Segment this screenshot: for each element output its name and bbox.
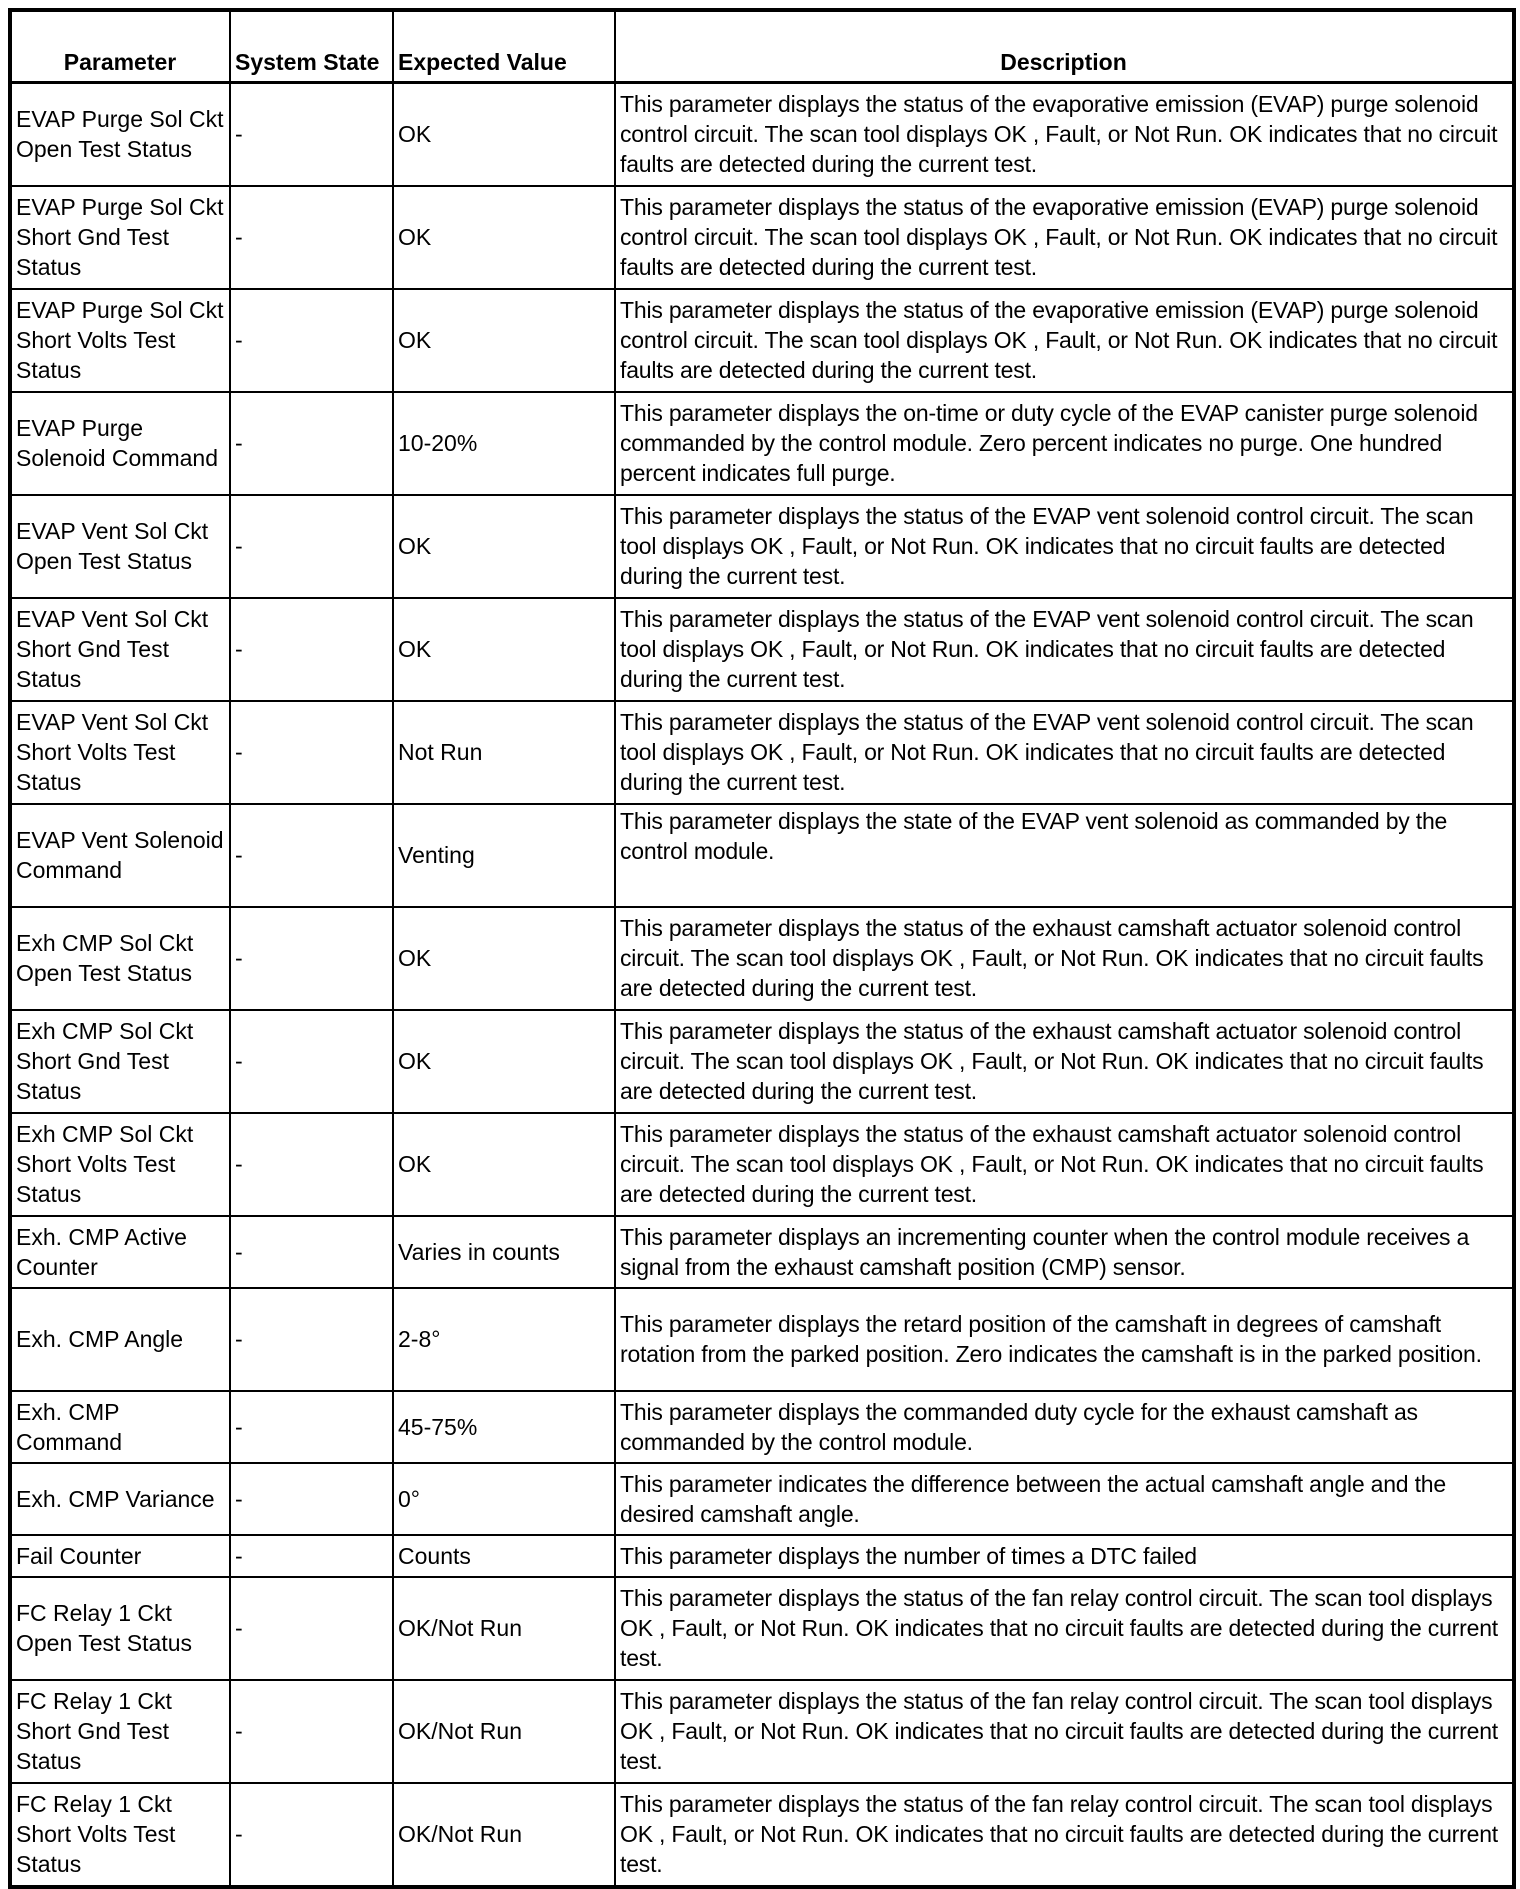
cell-system-state: - [230, 1288, 393, 1391]
cell-parameter: FC Relay 1 Ckt Open Test Status [10, 1577, 230, 1680]
table-row [10, 598, 1514, 701]
cell-description: This parameter displays the status of the fan relay control circuit. The scan tool displays OK , Fault, or Not Run. OK indicates that no circuit faults are detected during the current test. [615, 1680, 1514, 1783]
cell-system-state: - [230, 1577, 393, 1680]
cell-system-state: - [230, 289, 393, 392]
cell-parameter: Exh. CMP Angle [10, 1288, 230, 1391]
cell-description: This parameter indicates the difference between the actual camshaft angle and the desired camshaft angle. [615, 1463, 1514, 1535]
cell-expected-value: OK [393, 186, 615, 289]
cell-parameter: EVAP Vent Sol Ckt Short Volts Test Status [10, 701, 230, 804]
cell-parameter: EVAP Purge Sol Ckt Short Volts Test Status [10, 289, 230, 392]
table-row [10, 1391, 1514, 1463]
cell-parameter: Exh CMP Sol Ckt Open Test Status [10, 907, 230, 1010]
cell-parameter: Fail Counter [10, 1535, 230, 1577]
cell-parameter: FC Relay 1 Ckt Short Gnd Test Status [10, 1680, 230, 1783]
cell-parameter: Exh CMP Sol Ckt Short Gnd Test Status [10, 1010, 230, 1113]
cell-description: This parameter displays the on-time or duty cycle of the EVAP canister purge solenoid commanded by the control module. Zero percent indicates no purge. One hundred percent indicates full purge. [615, 392, 1514, 495]
cell-system-state: - [230, 1113, 393, 1216]
cell-parameter: Exh. CMP Variance [10, 1463, 230, 1535]
cell-system-state: - [230, 598, 393, 701]
cell-system-state: - [230, 1783, 393, 1887]
cell-system-state: - [230, 701, 393, 804]
table-row [10, 1783, 1514, 1887]
table-row [10, 392, 1514, 495]
table-row [10, 1577, 1514, 1680]
document-page [8, 8, 1512, 1889]
table-row [10, 289, 1514, 392]
cell-description: This parameter displays the status of the EVAP vent solenoid control circuit. The scan tool displays OK , Fault, or Not Run. OK indicates that no circuit faults are detected during the current test. [615, 701, 1514, 804]
cell-description: This parameter displays the status of the exhaust camshaft actuator solenoid control circuit. The scan tool displays OK , Fault, or Not Run. OK indicates that no circuit faults are detected during the current test. [615, 1113, 1514, 1216]
cell-parameter: FC Relay 1 Ckt Short Volts Test Status [10, 1783, 230, 1887]
cell-description: This parameter displays the commanded duty cycle for the exhaust camshaft as commanded by the control module. [615, 1391, 1514, 1463]
cell-system-state: - [230, 1010, 393, 1113]
table-header-row [10, 10, 1514, 83]
cell-parameter: EVAP Vent Sol Ckt Short Gnd Test Status [10, 598, 230, 701]
cell-parameter: EVAP Purge Sol Ckt Open Test Status [10, 83, 230, 187]
cell-description: This parameter displays the status of the evaporative emission (EVAP) purge solenoid control circuit. The scan tool displays OK , Fault, or Not Run. OK indicates that no circuit faults are detected during the current test. [615, 83, 1514, 187]
cell-expected-value: OK/Not Run [393, 1783, 615, 1887]
cell-expected-value: OK [393, 598, 615, 701]
cell-parameter: Exh CMP Sol Ckt Short Volts Test Status [10, 1113, 230, 1216]
table-row [10, 83, 1514, 187]
table-row [10, 1680, 1514, 1783]
cell-system-state: - [230, 1391, 393, 1463]
table-row [10, 1288, 1514, 1391]
cell-description: This parameter displays the state of the EVAP vent solenoid as commanded by the control module. [615, 804, 1514, 907]
table-row [10, 701, 1514, 804]
cell-expected-value: 10-20% [393, 392, 615, 495]
table-row [10, 1010, 1514, 1113]
cell-system-state: - [230, 495, 393, 598]
cell-system-state: - [230, 804, 393, 907]
cell-expected-value: Not Run [393, 701, 615, 804]
cell-system-state: - [230, 392, 393, 495]
cell-expected-value: OK/Not Run [393, 1577, 615, 1680]
table-row [10, 1113, 1514, 1216]
cell-description: This parameter displays the status of the EVAP vent solenoid control circuit. The scan tool displays OK , Fault, or Not Run. OK indicates that no circuit faults are detected during the current test. [615, 598, 1514, 701]
cell-expected-value: OK [393, 1010, 615, 1113]
cell-system-state: - [230, 1535, 393, 1577]
cell-system-state: - [230, 907, 393, 1010]
cell-expected-value: OK [393, 1113, 615, 1216]
cell-system-state: - [230, 1463, 393, 1535]
cell-expected-value: OK [393, 907, 615, 1010]
cell-expected-value: Varies in counts [393, 1216, 615, 1288]
cell-system-state: - [230, 186, 393, 289]
cell-expected-value: OK [393, 289, 615, 392]
table-row [10, 186, 1514, 289]
cell-description: This parameter displays the number of times a DTC failed [615, 1535, 1514, 1577]
cell-description: This parameter displays the status of the evaporative emission (EVAP) purge solenoid control circuit. The scan tool displays OK , Fault, or Not Run. OK indicates that no circuit faults are detected during the current test. [615, 289, 1514, 392]
cell-parameter: EVAP Vent Sol Ckt Open Test Status [10, 495, 230, 598]
header-parameter: Parameter [10, 10, 230, 83]
cell-description: This parameter displays the status of the EVAP vent solenoid control circuit. The scan tool displays OK , Fault, or Not Run. OK indicates that no circuit faults are detected during the current test. [615, 495, 1514, 598]
cell-expected-value: 2-8° [393, 1288, 615, 1391]
cell-expected-value: 45-75% [393, 1391, 615, 1463]
cell-description: This parameter displays the status of the exhaust camshaft actuator solenoid control circuit. The scan tool displays OK , Fault, or Not Run. OK indicates that no circuit faults are detected during the current test. [615, 1010, 1514, 1113]
cell-expected-value: 0° [393, 1463, 615, 1535]
cell-parameter: Exh. CMP Active Counter [10, 1216, 230, 1288]
cell-parameter: EVAP Vent Solenoid Command [10, 804, 230, 907]
cell-description: This parameter displays the status of the exhaust camshaft actuator solenoid control circuit. The scan tool displays OK , Fault, or Not Run. OK indicates that no circuit faults are detected during the current test. [615, 907, 1514, 1010]
parameter-table [8, 8, 1516, 1889]
table-row [10, 495, 1514, 598]
header-expected-value: Expected Value [393, 10, 615, 83]
table-row [10, 804, 1514, 907]
cell-description: This parameter displays the status of the evaporative emission (EVAP) purge solenoid control circuit. The scan tool displays OK , Fault, or Not Run. OK indicates that no circuit faults are detected during the current test. [615, 186, 1514, 289]
cell-expected-value: Counts [393, 1535, 615, 1577]
cell-parameter: Exh. CMP Command [10, 1391, 230, 1463]
table-row [10, 1535, 1514, 1577]
cell-expected-value: OK/Not Run [393, 1680, 615, 1783]
cell-system-state: - [230, 83, 393, 187]
cell-parameter: EVAP Purge Solenoid Command [10, 392, 230, 495]
cell-parameter: EVAP Purge Sol Ckt Short Gnd Test Status [10, 186, 230, 289]
cell-description: This parameter displays an incrementing counter when the control module receives a signal from the exhaust camshaft position (CMP) sensor. [615, 1216, 1514, 1288]
table-row [10, 1216, 1514, 1288]
cell-description: This parameter displays the status of the fan relay control circuit. The scan tool displays OK , Fault, or Not Run. OK indicates that no circuit faults are detected during the current test. [615, 1577, 1514, 1680]
cell-description: This parameter displays the retard position of the camshaft in degrees of camshaft rotation from the parked position. Zero indicates the camshaft is in the parked position. [615, 1288, 1514, 1391]
header-description: Description [615, 10, 1514, 83]
cell-expected-value: OK [393, 495, 615, 598]
header-system-state: System State [230, 10, 393, 83]
cell-system-state: - [230, 1216, 393, 1288]
cell-expected-value: Venting [393, 804, 615, 907]
table-row [10, 1463, 1514, 1535]
cell-system-state: - [230, 1680, 393, 1783]
cell-expected-value: OK [393, 83, 615, 187]
cell-description: This parameter displays the status of the fan relay control circuit. The scan tool displays OK , Fault, or Not Run. OK indicates that no circuit faults are detected during the current test. [615, 1783, 1514, 1887]
table-row [10, 907, 1514, 1010]
